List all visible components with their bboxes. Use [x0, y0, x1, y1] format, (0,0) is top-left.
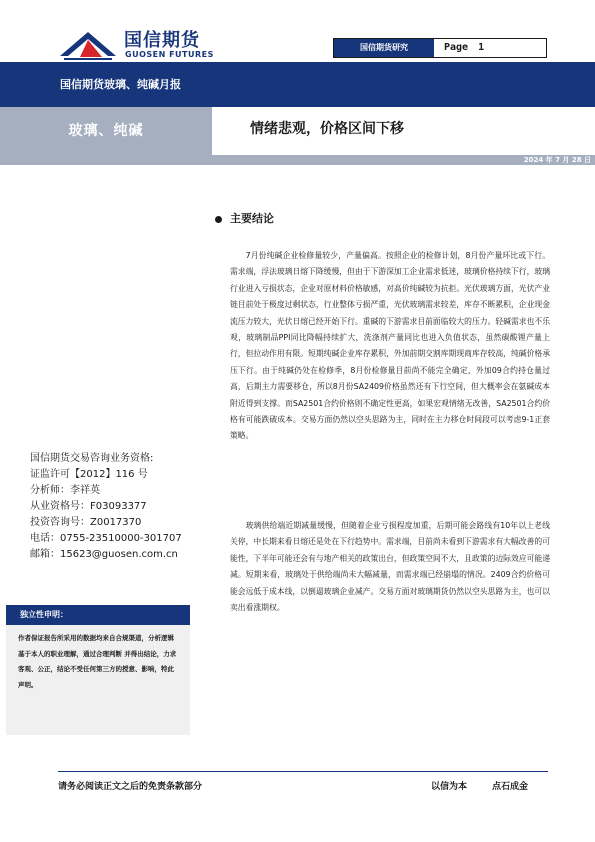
phone-line: 电话：0755-23510000-301707 [30, 533, 182, 544]
brand-name-en: GUOSEN FUTURES [125, 50, 214, 59]
independence-text: 作者保证报告所采用的数据均来自合规渠道，分析逻辑基于本人的职业理解，通过合理判断 并得出结论，力求客观、公正，结论不受任何第三方的授意、影响，特此声明。 [6, 625, 190, 735]
conclusion-paragraph-soda: 7月份纯碱企业检修量较少，产量偏高。按照企业的检修计划，8月份产量环比或下行。需求端，浮法玻璃日熔下降缓慢，但由于下游深加工企业需求低迷，玻璃价格持续下行，玻璃行业进入亏损状态，企业对原材料价格敏感，对高价纯碱较为抗拒。光伏玻璃方面，光伏产业链目前处于极度过剩状态，行业整体亏损严重，光伏玻璃需求较差，库存不断累积，企业现金流压力较大，光伏日熔已经开始下行。重碱的下游需求目前面临较大的压力。轻碱需求也不乐观，玻璃制品PPI同比降幅持续扩大，洗涤剂产量同比也进入负值状态，虽然碳酸锂产量上行，但拉动作用有限。短期纯碱企业库存累积，外加前期交割库期现商库存较高，纯碱价格承压下行。由于纯碱仍处在检修季，8月份检修量目前尚不能完全确定，外加09合约持仓量过高，后期主力需要移仓，所以8月份SA2409价格虽然还有下行空间，但大概率会在氨碱成本附近得到支撑。而SA2501合约价格则不确定性更高，如果宏观情绪无改善，SA2501合约价格有可能跌破成本。交易方面仍然以空头思路为主，同时在主力移仓时间段可以考虑9-1正套策略。 [230, 251, 550, 441]
report-title: 情绪悲观，价格区间下移 [250, 121, 404, 137]
section-heading [215, 210, 274, 226]
footer-motto-2: 点石成金 [492, 782, 529, 792]
email-line[interactable]: 邮箱：15623@guosen.com.cn [30, 549, 178, 560]
footer-motto-1: 以信为本 [431, 782, 468, 792]
page-indicator [444, 39, 494, 57]
category-band [0, 107, 212, 155]
bullet-icon [215, 216, 222, 223]
section-heading-text: 主要结论 [230, 212, 274, 225]
analyst-contact [30, 451, 182, 563]
independence-title: 独立性申明： [6, 605, 190, 625]
header-research-label: 国信期货研究 [334, 39, 434, 57]
footer-divider [58, 771, 548, 772]
cert-line: 从业资格号：F03093377 [30, 501, 147, 512]
conclusion-paragraph-glass: 玻璃供给端近期减量缓慢，但随着企业亏损程度加重，后期可能会路线有10年以上老线关停，中长期来看日熔还是处在下行趋势中。需求端，目前尚未看到下游需求有大幅改善的可能性，下半年可能还会有与地产相关的政策出台，但政策空间不大，且政策的边际效应可能递减。短期来看，玻璃处于供给端尚未大幅减量，而需求端已经崩塌的情况。2409合约价格可能会远低于成本线，以倒逼玻璃企业减产。交易方面对玻璃期货仍然以空头思路为主，也可以卖出看涨期权。 [230, 521, 550, 613]
license-line: 证监许可【2012】116 号 [30, 469, 148, 480]
date-bar [0, 155, 595, 165]
logo-emblem-icon [58, 26, 118, 62]
guosen-logo [58, 26, 218, 62]
category-label: 玻璃、纯碱 [68, 123, 144, 139]
page-number: 1 [478, 42, 485, 53]
qualification-line: 国信期货交易咨询业务资格: [30, 453, 154, 464]
header-page-box [333, 38, 547, 58]
advisor-line: 投资咨询号：Z0017370 [30, 517, 142, 528]
brand-name-cn: 国信期货 [124, 30, 200, 51]
report-date: 2024 年 7 月 28 日 [523, 156, 591, 164]
report-name-band [0, 62, 595, 107]
footer-disclaimer: 请务必阅读正文之后的免责条款部分 [58, 782, 203, 792]
page-word: Page [444, 42, 469, 53]
report-name: 国信期货玻璃、纯碱月报 [60, 78, 181, 91]
analyst-line: 分析师：李祥英 [30, 485, 100, 496]
